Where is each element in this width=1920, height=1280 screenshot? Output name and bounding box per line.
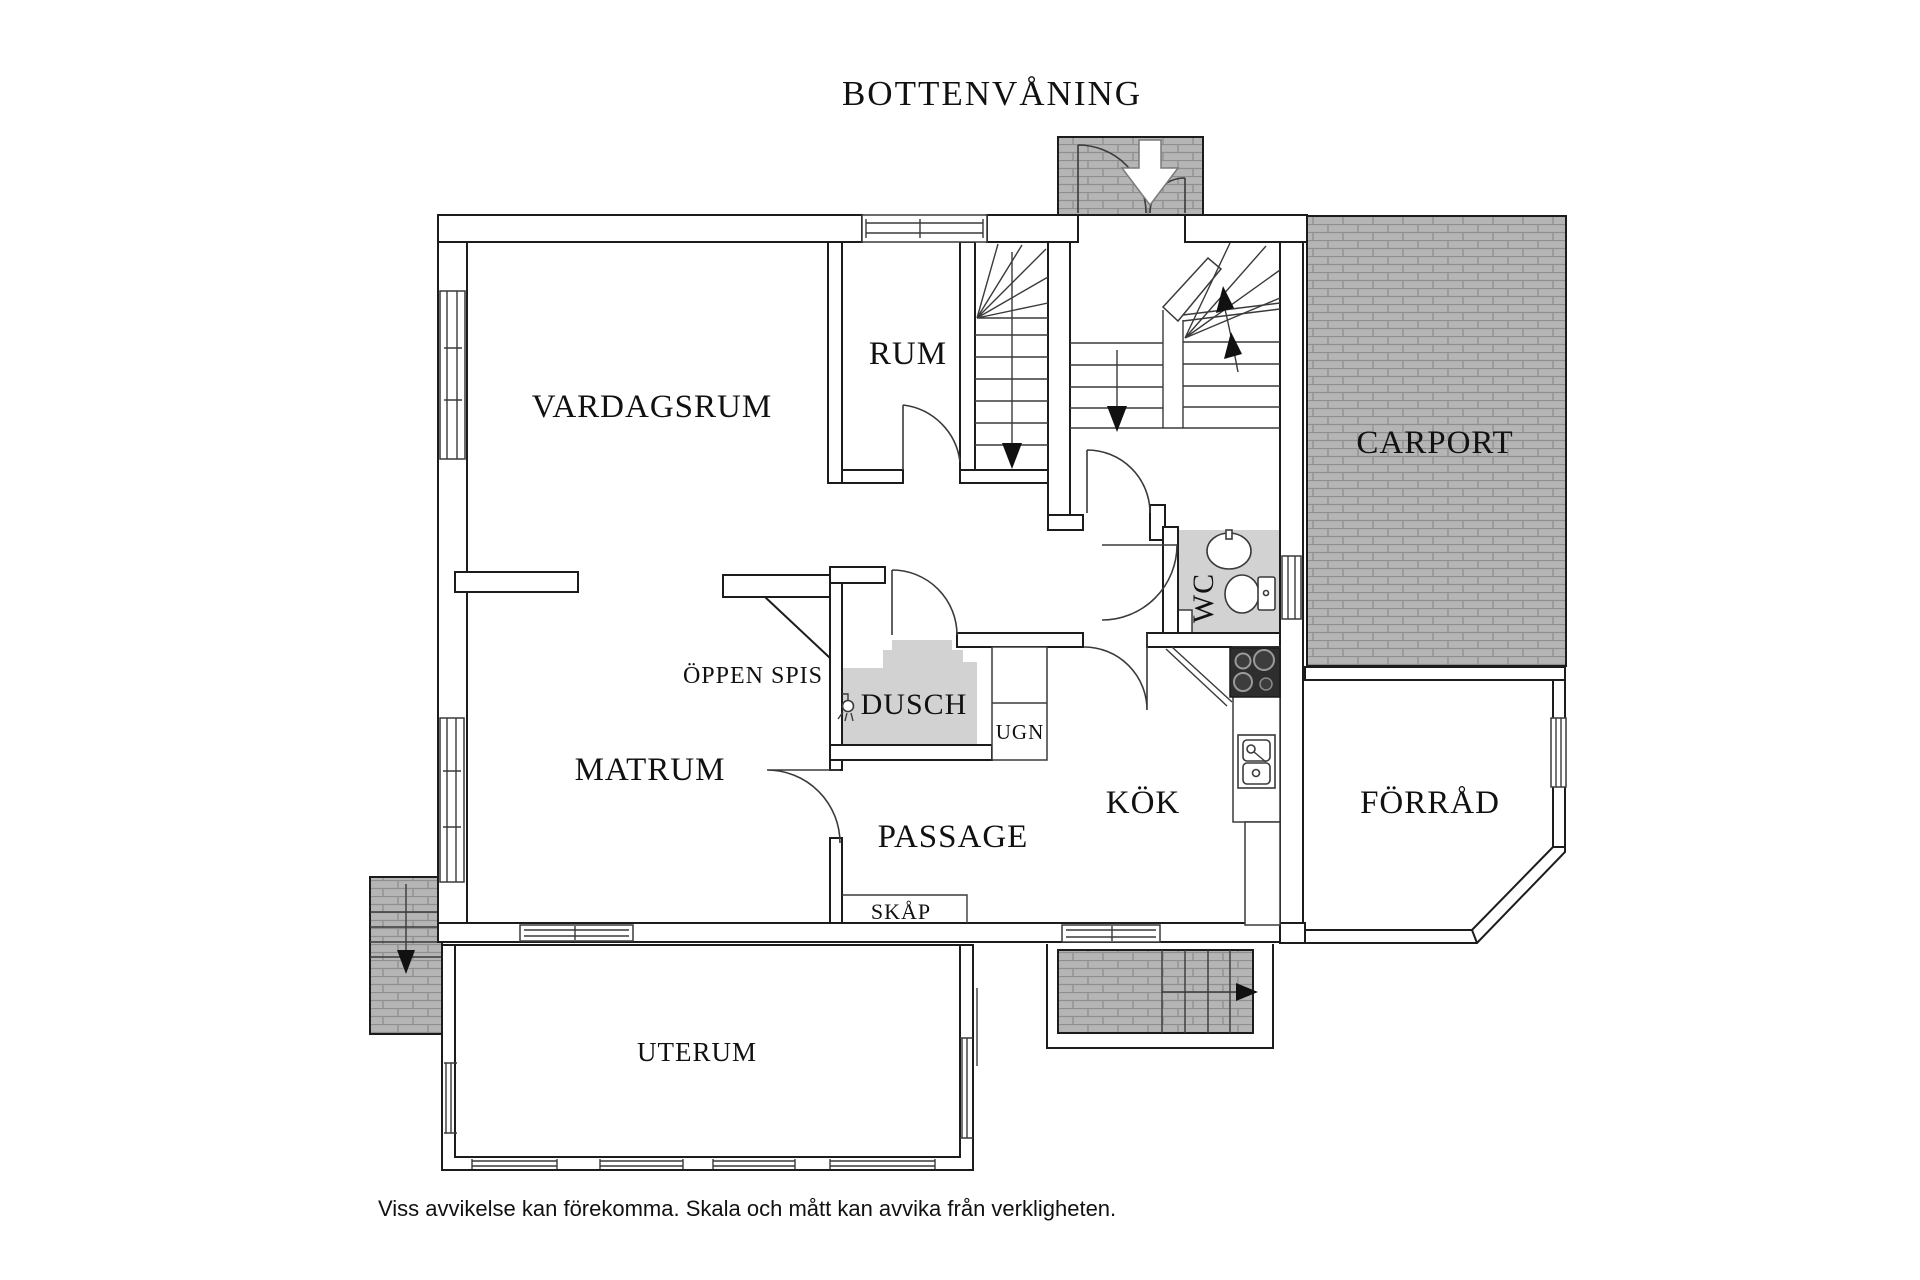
window-top xyxy=(862,215,987,242)
bottom-entrance-steps xyxy=(1047,944,1273,1048)
room-label-dusch: DUSCH xyxy=(860,688,968,721)
kitchen-sink-icon xyxy=(1238,735,1275,788)
door-hall xyxy=(1087,450,1150,513)
uterum-window-right xyxy=(960,1038,973,1138)
toilet-icon xyxy=(1225,575,1275,613)
room-label-skap: SKÅP xyxy=(870,899,932,924)
room-label-forrad: FÖRRÅD xyxy=(1360,785,1500,821)
door-matrum-passage xyxy=(767,770,840,843)
disclaimer-text: Viss avvikelse kan förekomma. Skala och mått kan avvika från verkligheten. xyxy=(378,1196,1117,1221)
door-kok xyxy=(1084,633,1147,710)
room-label-ugn: UGN xyxy=(995,720,1045,744)
uterum-windows-bottom xyxy=(472,1159,935,1169)
window-matrum-left xyxy=(440,718,464,882)
door-dusch xyxy=(892,570,957,635)
room-label-wc: WC xyxy=(1187,572,1220,624)
stairs-down-arrow-icon xyxy=(1107,350,1127,432)
window-matrum-bottom xyxy=(520,925,633,941)
left-outdoor-stairs xyxy=(370,877,442,1034)
stairs-up-arrow-icon xyxy=(1216,286,1242,372)
stairs-down-arrow-icon xyxy=(1002,252,1022,469)
room-label-carport: CARPORT xyxy=(1356,425,1514,461)
staircase-secondary xyxy=(975,244,1048,469)
room-label-passage: PASSAGE xyxy=(877,819,1029,855)
window-kok-bottom xyxy=(1062,925,1160,942)
stove-icon xyxy=(1230,648,1280,697)
room-label-rum: RUM xyxy=(868,336,948,372)
window-vardagsrum-left xyxy=(440,291,465,459)
page-title: BOTTENVÅNING xyxy=(841,74,1143,113)
room-label-kok: KÖK xyxy=(1105,785,1181,821)
staircase-main xyxy=(1070,243,1280,432)
room-label-oppen-spis: ÖPPEN SPIS xyxy=(682,663,824,689)
window-wc-right xyxy=(1282,556,1301,619)
forrad-window xyxy=(1551,718,1566,787)
room-label-vardagsrum: VARDAGSRUM xyxy=(531,389,773,425)
fireplace-diagonal xyxy=(765,597,830,658)
corner-cabinet-diagonal xyxy=(1166,647,1232,706)
room-label-matrum: MATRUM xyxy=(574,752,726,788)
door-rum xyxy=(903,405,960,470)
room-label-uterum: UTERUM xyxy=(637,1037,757,1067)
